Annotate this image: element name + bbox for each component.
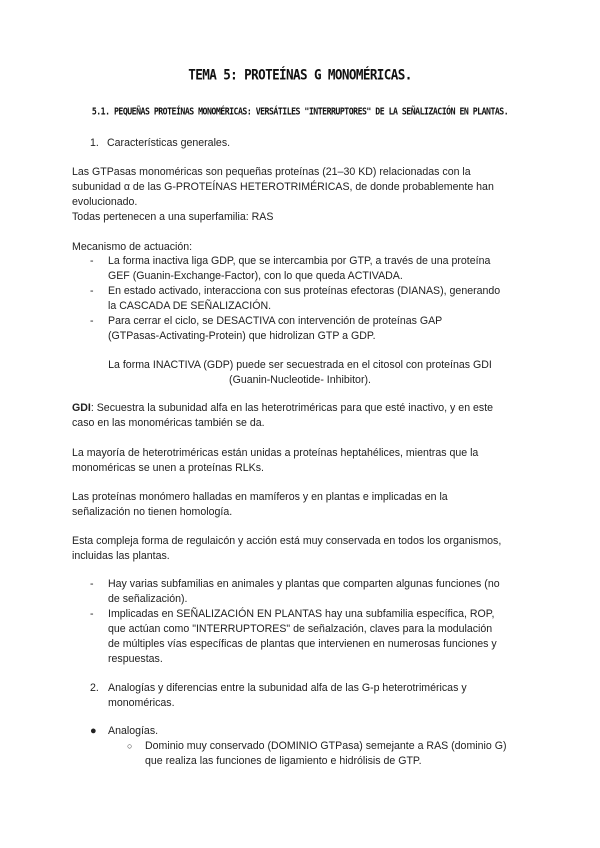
subfamily-item-line: respuestas. <box>108 653 163 665</box>
gdi-text: : Secuestra la subunidad alfa en las heterotriméricas para que esté inactivo, y en este <box>90 402 494 414</box>
dash-bullet: - <box>90 315 94 327</box>
section-2-number: 2. <box>90 682 99 694</box>
centered-note-line: (Guanin-Nucleotide- Inhibitor). <box>229 374 371 386</box>
dash-bullet: - <box>90 578 94 590</box>
mechanism-item-line: La forma inactiva liga GDP, que se intercambia por GTP, a través de una proteína <box>108 255 491 267</box>
analogy-item-line: Dominio muy conservado (DOMINIO GTPasa) semejante a RAS (dominio G) <box>145 740 507 752</box>
section-1-number: 1. <box>90 137 99 149</box>
mechanism-item-line: Para cerrar el ciclo, se DESACTIVA con intervención de proteínas GAP <box>108 315 443 327</box>
subfamily-item-line: de señalización). <box>108 593 188 605</box>
section-1-heading: Características generales. <box>107 137 231 149</box>
mechanism-heading: Mecanismo de actuación: <box>72 241 193 253</box>
paragraph-line: Esta compleja forma de regulaicón y acción está muy conservada en todos los organismos, <box>72 535 502 547</box>
paragraph-line: señalización no tienen homología. <box>72 506 233 518</box>
intro-line: subunidad α de las G-PROTEÍNAS HETEROTRIMÉRICAS, de donde probablemente han <box>72 181 494 193</box>
paragraph-line: Las proteínas monómero halladas en mamíferos y en plantas e implicadas en la <box>72 491 448 503</box>
mechanism-item-line: GEF (Guanin-Exchange-Factor), con lo que queda ACTIVADA. <box>108 270 403 282</box>
gdi-line: caso en las monoméricas también se da. <box>72 417 265 429</box>
intro-line: Las GTPasas monoméricas son pequeñas proteínas (21–30 KD) relacionadas con la <box>72 166 471 178</box>
section-subtitle: 5.1. PEQUEÑAS PROTEÍNAS MONOMÉRICAS: VERSÁTILES "INTERRUPTORES" DE LA SEÑALIZACIÓN EN PLANTAS. <box>91 105 509 117</box>
gdi-line <box>72 401 493 416</box>
paragraph-line: monoméricas se unen a proteínas RLKs. <box>72 462 264 474</box>
gdi-label: GDI <box>72 402 91 414</box>
intro-line: Todas pertenecen a una superfamilia: RAS <box>72 211 274 223</box>
subfamily-item-line: que actúan como "INTERRUPTORES" de señalzación, claves para la modulación <box>108 623 493 635</box>
centered-note-line: La forma INACTIVA (GDP) puede ser secuestrada en el citosol con proteínas GDI <box>108 359 492 371</box>
paragraph-line: La mayoría de heterotriméricas están unidas a proteínas heptahélices, mientras que la <box>72 447 479 459</box>
mechanism-item-line: la CASCADA DE SEÑALIZACIÓN. <box>108 300 272 312</box>
mechanism-item-line: En estado activado, interacciona con sus proteínas efectoras (DIANAS), generando <box>108 285 501 297</box>
analogy-item-line: que realiza las funciones de ligamiento e hidrólisis de GTP. <box>145 755 422 767</box>
hollow-bullet-icon: ○ <box>127 741 133 751</box>
dash-bullet: - <box>90 285 94 297</box>
paragraph-line: incluidas las plantas. <box>72 550 170 562</box>
page-title: TEMA 5: PROTEÍNAS G MONOMÉRICAS. <box>188 66 412 83</box>
subfamily-item-line: Hay varias subfamilias en animales y plantas que comparten algunas funciones (no <box>108 578 500 590</box>
dash-bullet: - <box>90 608 94 620</box>
dash-bullet: - <box>90 255 94 267</box>
intro-line: evolucionado. <box>72 196 138 208</box>
subfamily-item-line: de múltiples vías específicas de plantas que intervienen en numerosas funciones y <box>108 638 497 650</box>
subfamily-item-line: Implicadas en SEÑALIZACIÓN EN PLANTAS hay una subfamilia específica, ROP, <box>108 608 495 620</box>
section-2-heading-line: monoméricas. <box>108 697 175 709</box>
mechanism-item-line: (GTPasas-Activating-Protein) que hidrolizan GTP a GDP. <box>108 330 376 342</box>
filled-bullet-icon: ● <box>90 725 97 737</box>
analogies-heading: Analogías. <box>108 725 159 737</box>
section-2-heading-line: Analogías y diferencias entre la subunidad alfa de las G-p heterotriméricas y <box>108 682 467 694</box>
